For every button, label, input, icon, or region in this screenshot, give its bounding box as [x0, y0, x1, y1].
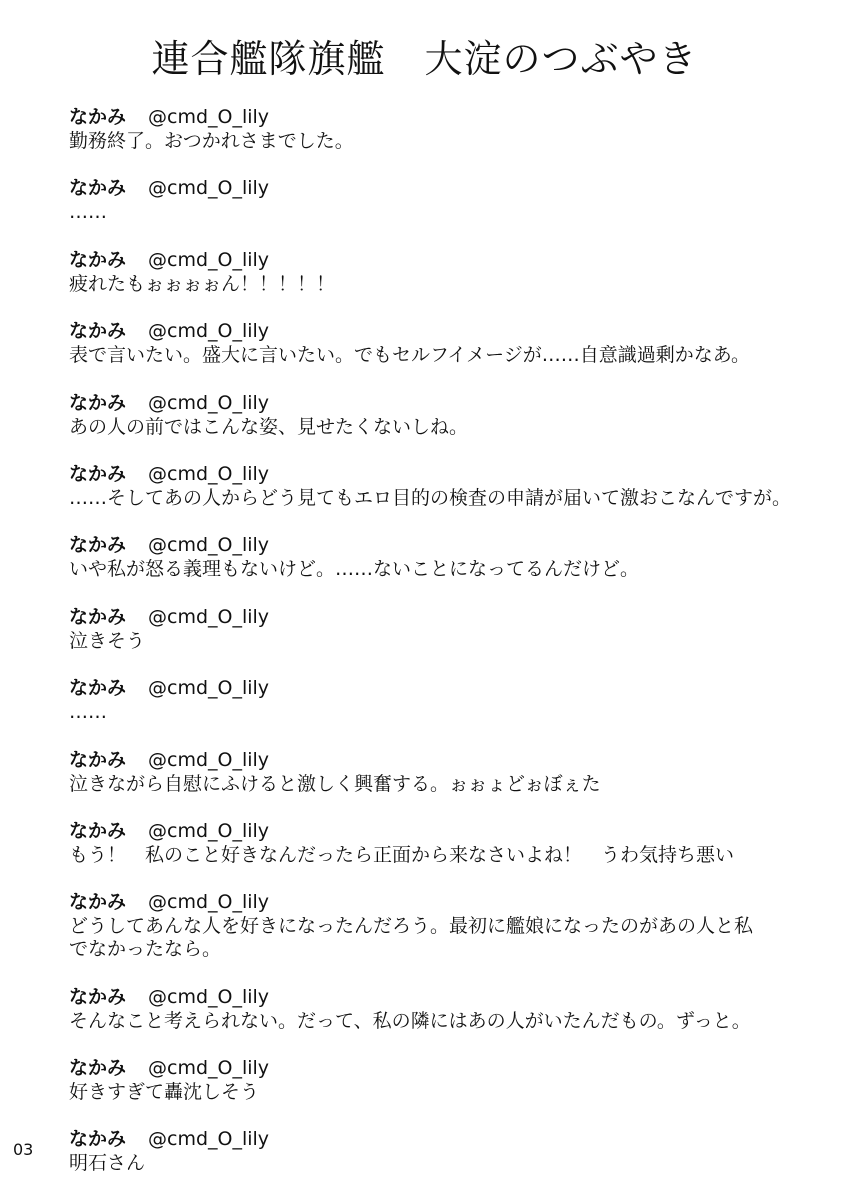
post-header [69, 318, 829, 344]
post-author: なかみ [69, 248, 127, 271]
post-header [69, 461, 829, 487]
post-feed [69, 104, 829, 1198]
post-author: なかみ [69, 320, 127, 343]
post-handle: @cmd_O_lily [148, 248, 270, 271]
post-12 [69, 889, 829, 983]
post-text: 明石さん [69, 1152, 146, 1175]
post-3 [69, 247, 829, 318]
post-text: …… [69, 701, 107, 724]
post-4 [69, 318, 829, 389]
post-header [69, 604, 829, 630]
post-1 [69, 104, 829, 175]
post-handle: @cmd_O_lily [148, 985, 270, 1008]
post-author: なかみ [69, 677, 127, 700]
post-handle: @cmd_O_lily [148, 462, 270, 485]
post-text: 泣きそう [69, 629, 146, 652]
post-author: なかみ [69, 534, 127, 557]
post-text: もう！ 私のこと好きなんだったら正面から来なさいよね！ うわ気持ち悪い [69, 843, 735, 866]
post-header [69, 1055, 829, 1081]
post-7 [69, 532, 829, 603]
post-author: なかみ [69, 819, 127, 842]
post-14 [69, 1055, 829, 1126]
post-author: なかみ [69, 985, 127, 1008]
post-text: 疲れたもぉぉぉぉん！！！！！ [69, 272, 336, 295]
post-text: 泣きながら自慰にふけると激しく興奮する。ぉぉょどぉぼぇた [69, 772, 601, 795]
post-handle: @cmd_O_lily [148, 1057, 270, 1080]
post-8 [69, 604, 829, 675]
post-header [69, 984, 829, 1010]
post-5 [69, 390, 829, 461]
post-author: なかみ [69, 177, 127, 200]
post-header [69, 675, 829, 701]
post-9 [69, 675, 829, 746]
post-text: ……そしてあの人からどう見てもエロ目的の検査の申請が届いて激おこなんですが。 [69, 486, 792, 509]
post-author: なかみ [69, 748, 127, 771]
post-header [69, 747, 829, 773]
post-text: 勤務終了。おつかれさまでした。 [69, 130, 354, 152]
post-header [69, 1126, 829, 1152]
post-handle: @cmd_O_lily [148, 891, 270, 914]
post-text: あの人の前ではこんな姿、見せたくないしね。 [69, 415, 469, 438]
post-header [69, 175, 829, 201]
post-handle: @cmd_O_lily [148, 320, 270, 343]
post-header [69, 818, 829, 844]
page-number: 03 [13, 1140, 34, 1159]
post-handle: @cmd_O_lily [148, 748, 270, 771]
post-author: なかみ [69, 391, 127, 414]
post-header [69, 889, 829, 915]
post-text: どうしてあんな人を好きになったんだろう。最初に艦娘になったのがあの人と私 でなかったなら。 [69, 915, 754, 961]
post-handle: @cmd_O_lily [148, 177, 270, 200]
post-text: 好きすぎて轟沈しそう [69, 1081, 260, 1104]
post-handle: @cmd_O_lily [148, 106, 270, 128]
post-6 [69, 461, 829, 532]
post-text: …… [69, 201, 107, 224]
post-author: なかみ [69, 891, 127, 914]
post-header [69, 532, 829, 558]
post-handle: @cmd_O_lily [148, 534, 270, 557]
post-13 [69, 984, 829, 1055]
post-text: 表で言いたい。盛大に言いたい。でもセルフイメージが……自意識過剰かなあ。 [69, 344, 750, 367]
post-text: いや私が怒る義理もないけど。……ないことになってるんだけど。 [69, 558, 640, 581]
post-handle: @cmd_O_lily [148, 391, 270, 414]
post-author: なかみ [69, 462, 127, 485]
post-handle: @cmd_O_lily [148, 605, 270, 628]
post-author: なかみ [69, 1057, 127, 1080]
post-author: なかみ [69, 106, 127, 128]
post-header [69, 390, 829, 416]
post-2 [69, 175, 829, 246]
post-author: なかみ [69, 605, 127, 628]
post-15 [69, 1126, 829, 1197]
post-handle: @cmd_O_lily [148, 677, 270, 700]
post-10 [69, 747, 829, 818]
post-handle: @cmd_O_lily [148, 819, 270, 842]
post-text: そんなこと考えられない。だって、私の隣にはあの人がいたんだもの。ずっと。 [69, 1009, 751, 1032]
page-title: 連合艦隊旗艦 大淀のつぶやき [151, 37, 698, 81]
post-11 [69, 818, 829, 889]
post-header [69, 247, 829, 273]
post-header [69, 104, 829, 130]
post-author: なかみ [69, 1128, 127, 1151]
post-handle: @cmd_O_lily [148, 1128, 270, 1151]
